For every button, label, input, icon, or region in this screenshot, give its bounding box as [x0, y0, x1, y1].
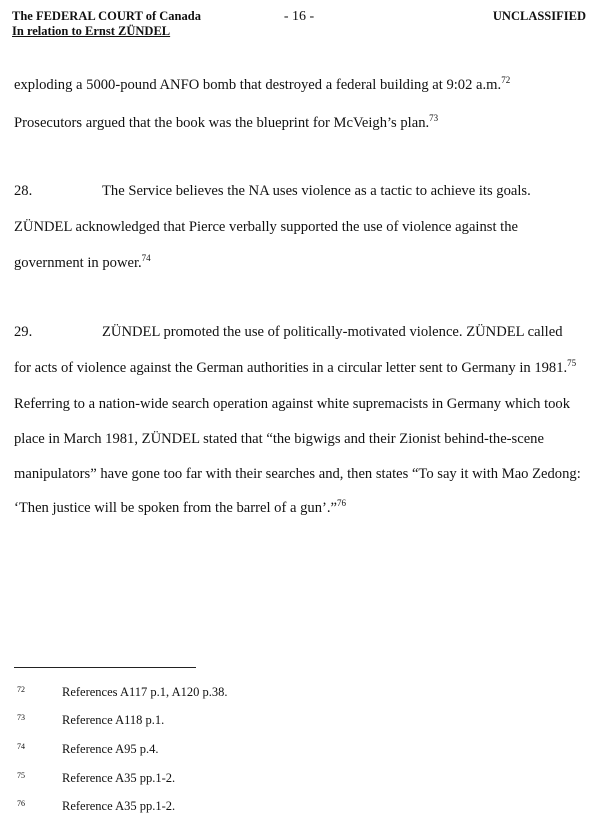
case-relation: In relation to Ernst ZÜNDEL — [12, 24, 171, 38]
body-text-span: place in March 1981, ZÜNDEL stated that “the bigwigs and their Zionist behind-the-scene — [14, 431, 544, 447]
paragraph-29-line — [14, 360, 576, 377]
footnote-text: Reference A118 p.1. — [62, 713, 165, 727]
body-text-span: Prosecutors argued that the book was the blueprint for McVeigh’s plan. — [14, 115, 430, 131]
paragraph-29-line — [14, 466, 581, 483]
footnote-number: 75 — [17, 771, 25, 780]
paragraph-28-line — [14, 219, 518, 236]
body-text-span: ‘Then justice will be spoken from the barrel of a gun’.” — [14, 500, 337, 516]
body-text-span: ZÜNDEL promoted the use of politically-motivated violence. ZÜNDEL called — [102, 324, 563, 340]
classification-label: UNCLASSIFIED — [492, 9, 586, 23]
footnote-ref[interactable]: 75 — [567, 358, 577, 369]
footnote-number: 76 — [17, 799, 25, 808]
paragraph-28-line — [14, 255, 151, 272]
body-text-span: ZÜNDEL acknowledged that Pierce verbally supported the use of violence against the — [14, 219, 518, 235]
footnote-text: Reference A95 p.4. — [62, 742, 159, 756]
body-line — [14, 77, 510, 94]
footnote-text: Reference A35 pp.1-2. — [62, 771, 176, 785]
paragraph-29-line — [14, 324, 563, 341]
paragraph-29-line — [14, 431, 544, 448]
body-text-span: for acts of violence against the German authorities in a circular letter sent to Germany in 1981. — [14, 360, 568, 376]
body-line — [14, 115, 438, 132]
footnote-ref[interactable]: 72 — [501, 75, 511, 86]
paragraph-29-line — [14, 396, 570, 413]
court-name: The FEDERAL COURT of Canada — [12, 9, 201, 23]
footnote-number: 74 — [17, 742, 25, 751]
footnote-divider — [14, 667, 196, 668]
footnote-text: Reference A35 pp.1-2. — [62, 799, 176, 813]
footnote-text: References A117 p.1, A120 p.38. — [62, 685, 228, 699]
page-header — [12, 9, 586, 41]
body-text-span: Referring to a nation-wide search operation against white supremacists in Germany which took — [14, 396, 571, 412]
page-number: - 16 - — [283, 9, 315, 24]
footnote-number: 73 — [17, 713, 25, 722]
body-text-span: The Service believes the NA uses violence as a tactic to achieve its goals. — [102, 183, 531, 199]
footnote-ref[interactable]: 73 — [429, 113, 439, 124]
footnote-number: 72 — [17, 685, 25, 694]
paragraph-number: 28. — [14, 183, 33, 199]
body-text-span: manipulators” have gone too far with their searches and, then states “To say it with Mao Zedong: — [14, 466, 581, 482]
body-text-span: exploding a 5000-pound ANFO bomb that destroyed a federal building at 9:02 a.m. — [14, 77, 502, 93]
paragraph-29-line — [14, 500, 346, 517]
paragraph-number: 29. — [14, 324, 33, 340]
footnote-ref[interactable]: 74 — [141, 253, 151, 264]
body-text-span: government in power. — [14, 255, 142, 271]
paragraph-28-line — [14, 183, 531, 200]
footnote-ref[interactable]: 76 — [336, 498, 346, 509]
